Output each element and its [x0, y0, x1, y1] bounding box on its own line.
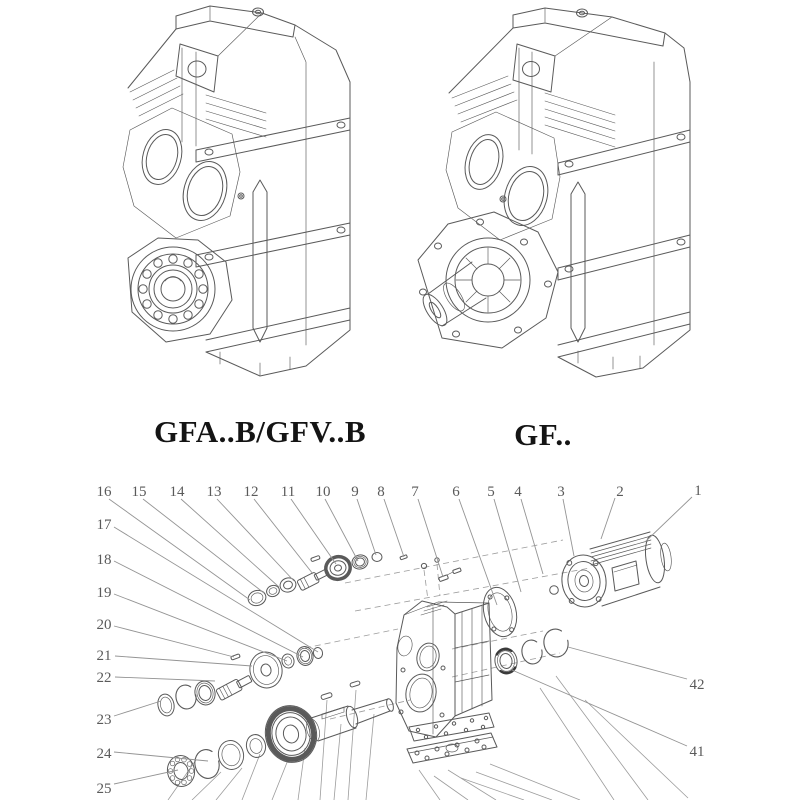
- callout-number-9: 9: [351, 484, 359, 500]
- retaining-ring: [372, 553, 382, 562]
- gear-1: [322, 552, 355, 583]
- input-shaft-parts: [246, 552, 461, 607]
- intermediate-shaft-parts: [156, 645, 324, 717]
- callout-number-4: 4: [514, 484, 522, 500]
- gf-line-art: [418, 8, 690, 377]
- callout-line-24: [114, 752, 208, 761]
- callouts: [97, 483, 705, 797]
- cover-bolts: [416, 759, 492, 780]
- callout-number-25: 25: [96, 781, 112, 797]
- callout-number-17: 17: [96, 517, 112, 533]
- gasket: [409, 713, 494, 741]
- pinion-shaft: [216, 673, 253, 700]
- callout-number-13: 13: [206, 484, 222, 500]
- callout-number-8: 8: [377, 484, 385, 500]
- adapter-flange: [478, 584, 521, 640]
- callout-line-20: [114, 626, 234, 657]
- callout-number-1: 1: [694, 483, 702, 499]
- snap-ring: [541, 627, 570, 659]
- model-label-gf: GF..: [514, 417, 572, 452]
- gear-housing: [396, 601, 497, 780]
- callout-line-8: [384, 499, 404, 557]
- motor-body: [590, 532, 673, 606]
- gear-2: [247, 649, 286, 691]
- callout-line-16: [109, 499, 250, 600]
- callout-number-24: 24: [96, 746, 112, 762]
- retaining-ring: [312, 647, 323, 660]
- output-shaft: [304, 698, 395, 743]
- callout-number-6: 6: [452, 484, 460, 500]
- output-gear: [260, 701, 322, 767]
- callout-line-6: [459, 499, 497, 605]
- callout-number-16: 16: [96, 484, 112, 500]
- callout-line-13: [217, 499, 294, 581]
- lifting-hole: [523, 62, 540, 77]
- bearing: [193, 679, 218, 707]
- callout-number-21: 21: [96, 648, 112, 664]
- callout-line-2: [601, 498, 615, 539]
- callout-line-15: [143, 499, 264, 593]
- callout-number-18: 18: [96, 552, 112, 568]
- bearing: [350, 553, 369, 571]
- callout-number-7: 7: [411, 484, 419, 500]
- bearing-ring: [216, 738, 246, 772]
- lock-nut: [550, 586, 559, 595]
- callout-number-42: 42: [689, 677, 705, 693]
- end-cap: [246, 588, 268, 608]
- callout-line-10: [325, 499, 358, 561]
- callout-line-12: [254, 499, 313, 574]
- washer: [244, 733, 267, 759]
- offpage-leader-lines: [168, 676, 688, 800]
- callout-line-22: [115, 677, 215, 681]
- lifting-hole: [188, 61, 206, 77]
- gearbox-drawing-gf: [408, 0, 708, 400]
- callout-line-23: [114, 701, 161, 716]
- callout-number-11: 11: [280, 484, 296, 500]
- callout-line-9: [357, 499, 376, 555]
- gfab-line-art: [123, 6, 350, 376]
- bearing: [278, 576, 298, 594]
- output-shaft-parts: [165, 681, 395, 789]
- callout-number-3: 3: [557, 484, 565, 500]
- callout-number-41: 41: [689, 744, 705, 760]
- callout-line-4: [521, 499, 543, 574]
- assembly-axes: [305, 540, 590, 719]
- callout-number-2: 2: [616, 484, 624, 500]
- callout-number-5: 5: [487, 484, 495, 500]
- oil-seal: [265, 584, 281, 598]
- callout-number-23: 23: [96, 712, 112, 728]
- gearbox-drawing-gfab: [110, 0, 395, 395]
- screw: [439, 572, 453, 582]
- key: [321, 692, 333, 700]
- model-label-gfab: GFA..B/GFV..B: [153, 414, 367, 449]
- callout-number-15: 15: [131, 484, 147, 500]
- bottom-cover: [407, 733, 497, 763]
- washer: [281, 653, 296, 669]
- key: [311, 555, 321, 561]
- snap-ring: [192, 747, 222, 781]
- key: [350, 681, 361, 688]
- callout-line-1: [645, 497, 692, 542]
- callout-line-42: [568, 647, 687, 679]
- snap-ring: [520, 638, 545, 666]
- callout-line-3: [563, 499, 574, 556]
- callout-number-12: 12: [243, 484, 259, 500]
- end-cap: [156, 693, 176, 718]
- callout-number-22: 22: [96, 670, 112, 686]
- motor-flange: [559, 552, 610, 610]
- screw: [453, 568, 462, 574]
- snap-ring: [174, 683, 199, 711]
- callout-line-5: [494, 499, 521, 592]
- exploded-parts-diagram: [0, 478, 800, 800]
- callout-number-10: 10: [315, 484, 331, 500]
- callout-number-20: 20: [96, 617, 112, 633]
- callout-number-19: 19: [96, 585, 112, 601]
- motor-flange-parts: [478, 584, 570, 676]
- callout-number-14: 14: [169, 484, 185, 500]
- callout-line-18: [114, 561, 303, 657]
- output-bearing: [131, 247, 215, 331]
